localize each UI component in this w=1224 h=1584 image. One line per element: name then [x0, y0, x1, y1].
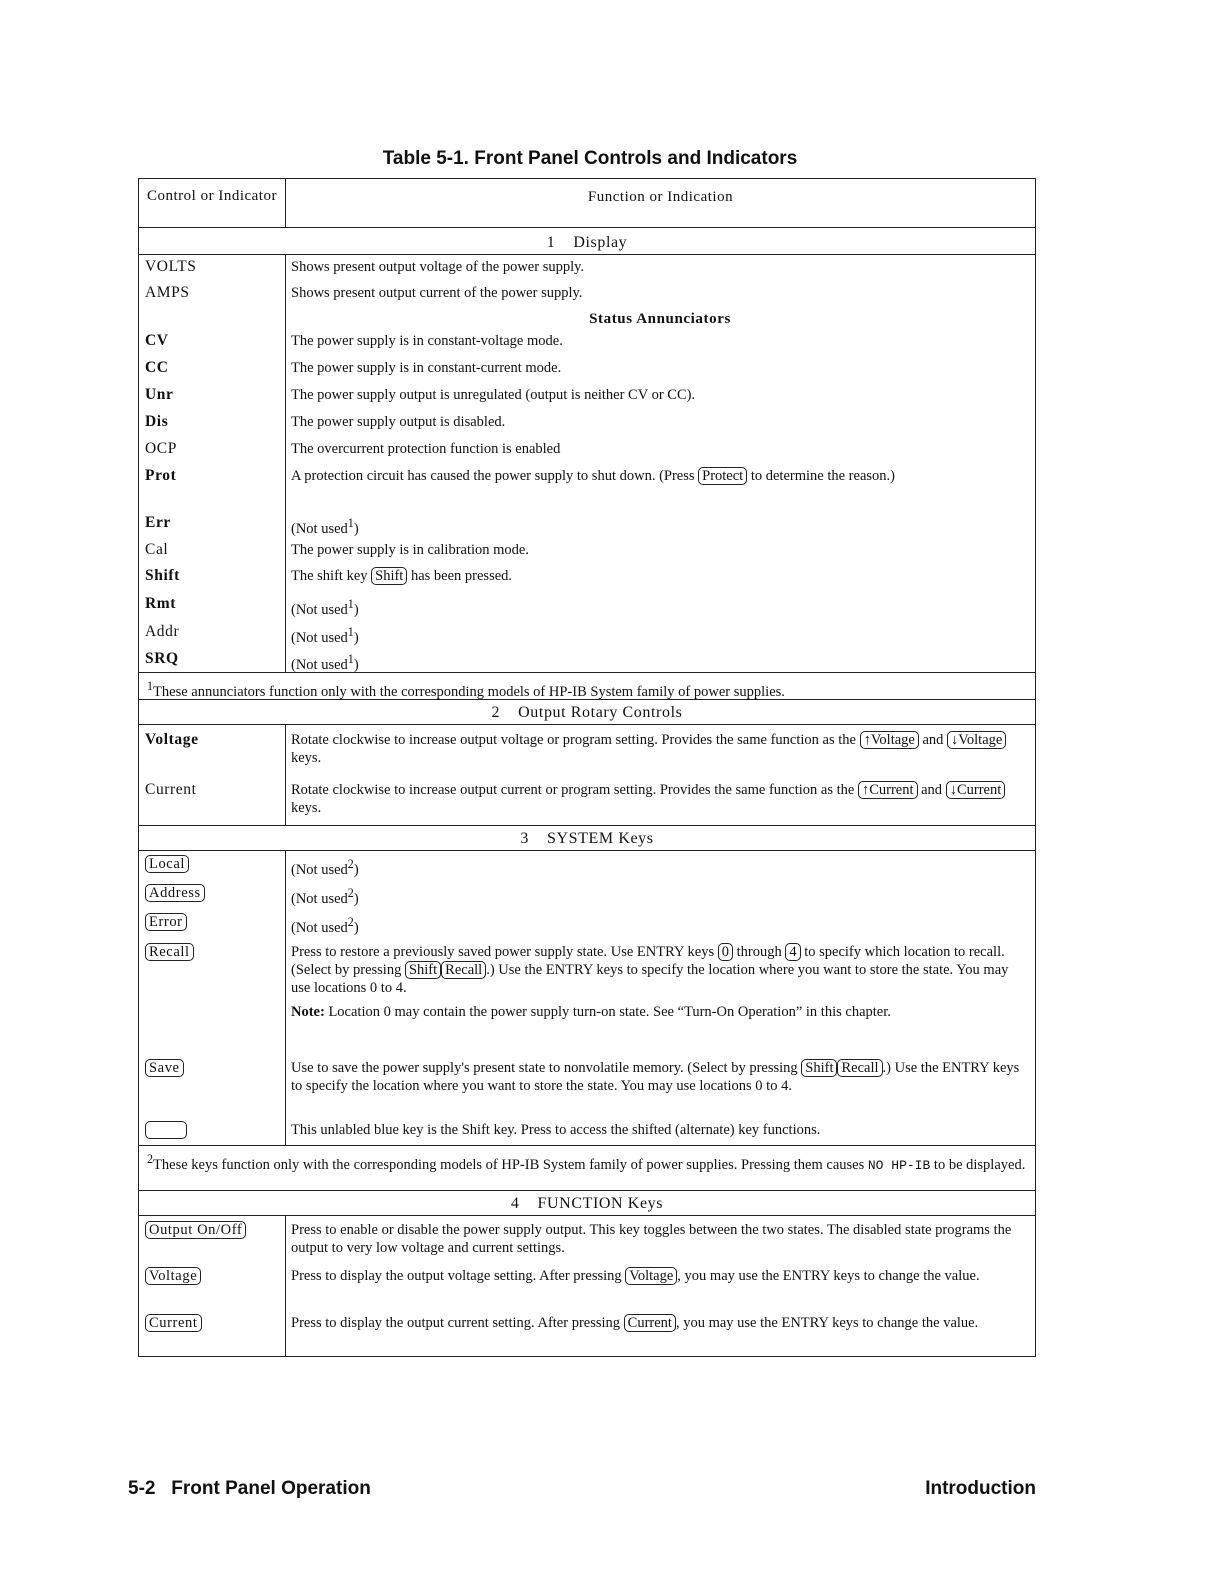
- system-rows: [139, 851, 1035, 1145]
- local-key: Local: [145, 855, 189, 873]
- blank-shift-key: [145, 1121, 187, 1139]
- footnote-2: $^2$These keys function only with the corresponding models of HP-IB System family of power supplies. Pressing them causes NO HP-IB to be displayed.: [139, 1145, 1035, 1190]
- error-key: Error: [145, 913, 187, 931]
- current-key: Current: [145, 1314, 202, 1332]
- voltage-key: Voltage: [145, 1267, 201, 1285]
- table-row: Prot A protection circuit has caused the power supply to shut down. (Press Protect to determine the reason.): [145, 467, 895, 484]
- display-rows: [139, 255, 1035, 672]
- current-down-key: ↓Current: [946, 781, 1006, 799]
- controls-table: [138, 178, 1036, 1357]
- table-row: This unlabled blue key is the Shift key. Press to access the shifted (alternate) key functions.: [139, 1121, 1035, 1143]
- current-up-key: ↑Current: [858, 781, 918, 799]
- footer-page-section: 5-2 Front Panel Operation: [128, 1478, 371, 1499]
- rotary-rows: [139, 725, 1035, 825]
- table-row: Dis The power supply output is disabled.: [145, 413, 506, 430]
- table-row: Address (Not used$^2$): [139, 884, 1035, 913]
- shift-key: Shift: [405, 961, 441, 979]
- table-row: VOLTS Shows present output voltage of the power supply.: [145, 258, 585, 275]
- table-row: Addr (Not used$^1$): [145, 623, 359, 646]
- table-row: CV The power supply is in constant-voltage mode.: [145, 332, 563, 349]
- table-header: [139, 179, 1035, 228]
- shift-key: Shift: [371, 567, 407, 585]
- footer-chapter: Introduction: [925, 1478, 1036, 1499]
- section-function: 4 FUNCTION Keys: [139, 1190, 1035, 1216]
- table-row: SRQ (Not used$^1$): [145, 650, 359, 673]
- recall-key-inline: Recall: [441, 961, 486, 979]
- output-onoff-key: Output On/Off: [145, 1221, 246, 1239]
- header-function: Function or Indication: [587, 189, 734, 205]
- table-row: Output On/Off Press to enable or disable the power supply output. This key toggles between the two states. The disabled state programs the output to very low voltage and current settings.: [139, 1221, 1035, 1267]
- footnote-1: $^1$These annunciators function only with the corresponding models of HP-IB System family of power supplies.: [139, 672, 1035, 699]
- shift-key: Shift: [801, 1059, 837, 1077]
- address-key: Address: [145, 884, 205, 902]
- section-rotary: 2 Output Rotary Controls: [139, 699, 1035, 725]
- table-row: CC The power supply is in constant-current mode.: [145, 359, 562, 376]
- table-row: Err (Not used$^1$): [145, 514, 359, 537]
- section-system: 3 SYSTEM Keys: [139, 825, 1035, 851]
- recall-key: Recall: [145, 943, 194, 961]
- protect-key: Protect: [698, 467, 747, 485]
- table-row: OCP The overcurrent protection function is enabled: [145, 440, 561, 457]
- entry-0-key: 0: [718, 943, 733, 961]
- table-row: Current Press to display the output current setting. After pressing Current , you may use the ENTRY keys to change the value.: [139, 1314, 1035, 1354]
- table-row: Shift The shift key Shift has been pressed.: [145, 567, 513, 584]
- table-row: Rmt (Not used$^1$): [145, 595, 359, 618]
- table-row: Unr The power supply output is unregulated (output is neither CV or CC).: [145, 386, 696, 403]
- function-rows: [139, 1216, 1035, 1356]
- table-row: Local (Not used$^2$): [139, 855, 1035, 884]
- table-row: AMPS Shows present output current of the power supply.: [145, 284, 583, 301]
- voltage-up-key: ↑Voltage: [860, 731, 919, 749]
- table-row: Current Rotate clockwise to increase output current or program setting. Provides the same function as the ↑Current and ↓Current keys.: [139, 781, 1035, 821]
- table-row: Voltage Press to display the output voltage setting. After pressing Voltage , you may use the ENTRY keys to change the value.: [139, 1267, 1035, 1314]
- table-row: Cal The power supply is in calibration mode.: [145, 541, 529, 558]
- save-key: Save: [145, 1059, 184, 1077]
- current-key-inline: Current: [624, 1314, 676, 1332]
- status-annunciators-title: Status Annunciators: [589, 311, 731, 327]
- table-row: Voltage Rotate clockwise to increase output voltage or program setting. Provides the same function as the ↑Voltage and ↓Voltage keys.: [139, 731, 1035, 781]
- voltage-key-inline: Voltage: [625, 1267, 677, 1285]
- voltage-down-key: ↓Voltage: [947, 731, 1006, 749]
- table-title: Table 5-1. Front Panel Controls and Indicators: [382, 148, 798, 169]
- header-control: Control or Indicator: [139, 179, 286, 227]
- entry-4-key: 4: [785, 943, 800, 961]
- recall-key-inline: Recall: [837, 1059, 882, 1077]
- table-row: Recall Press to restore a previously saved power supply state. Use ENTRY keys 0 through 4 to specify which location to recall. (Select by pressing Shift Recall .) Use the ENTRY keys to specify the location where you want to store the state. You may use locations 0 to 4. Note: Location 0 may contain the power supply turn-on state. See “Turn-On Operation” in this chapter.: [139, 943, 1035, 1059]
- table-row: Save Use to save the power supply's present state to nonvolatile memory. (Select by pressing Shift Recall .) Use the ENTRY keys to specify the location where you want to store the state. You may use locations 0 to 4.: [139, 1059, 1035, 1121]
- section-display: 1 Display: [139, 230, 1035, 255]
- table-row: Error (Not used$^2$): [139, 913, 1035, 943]
